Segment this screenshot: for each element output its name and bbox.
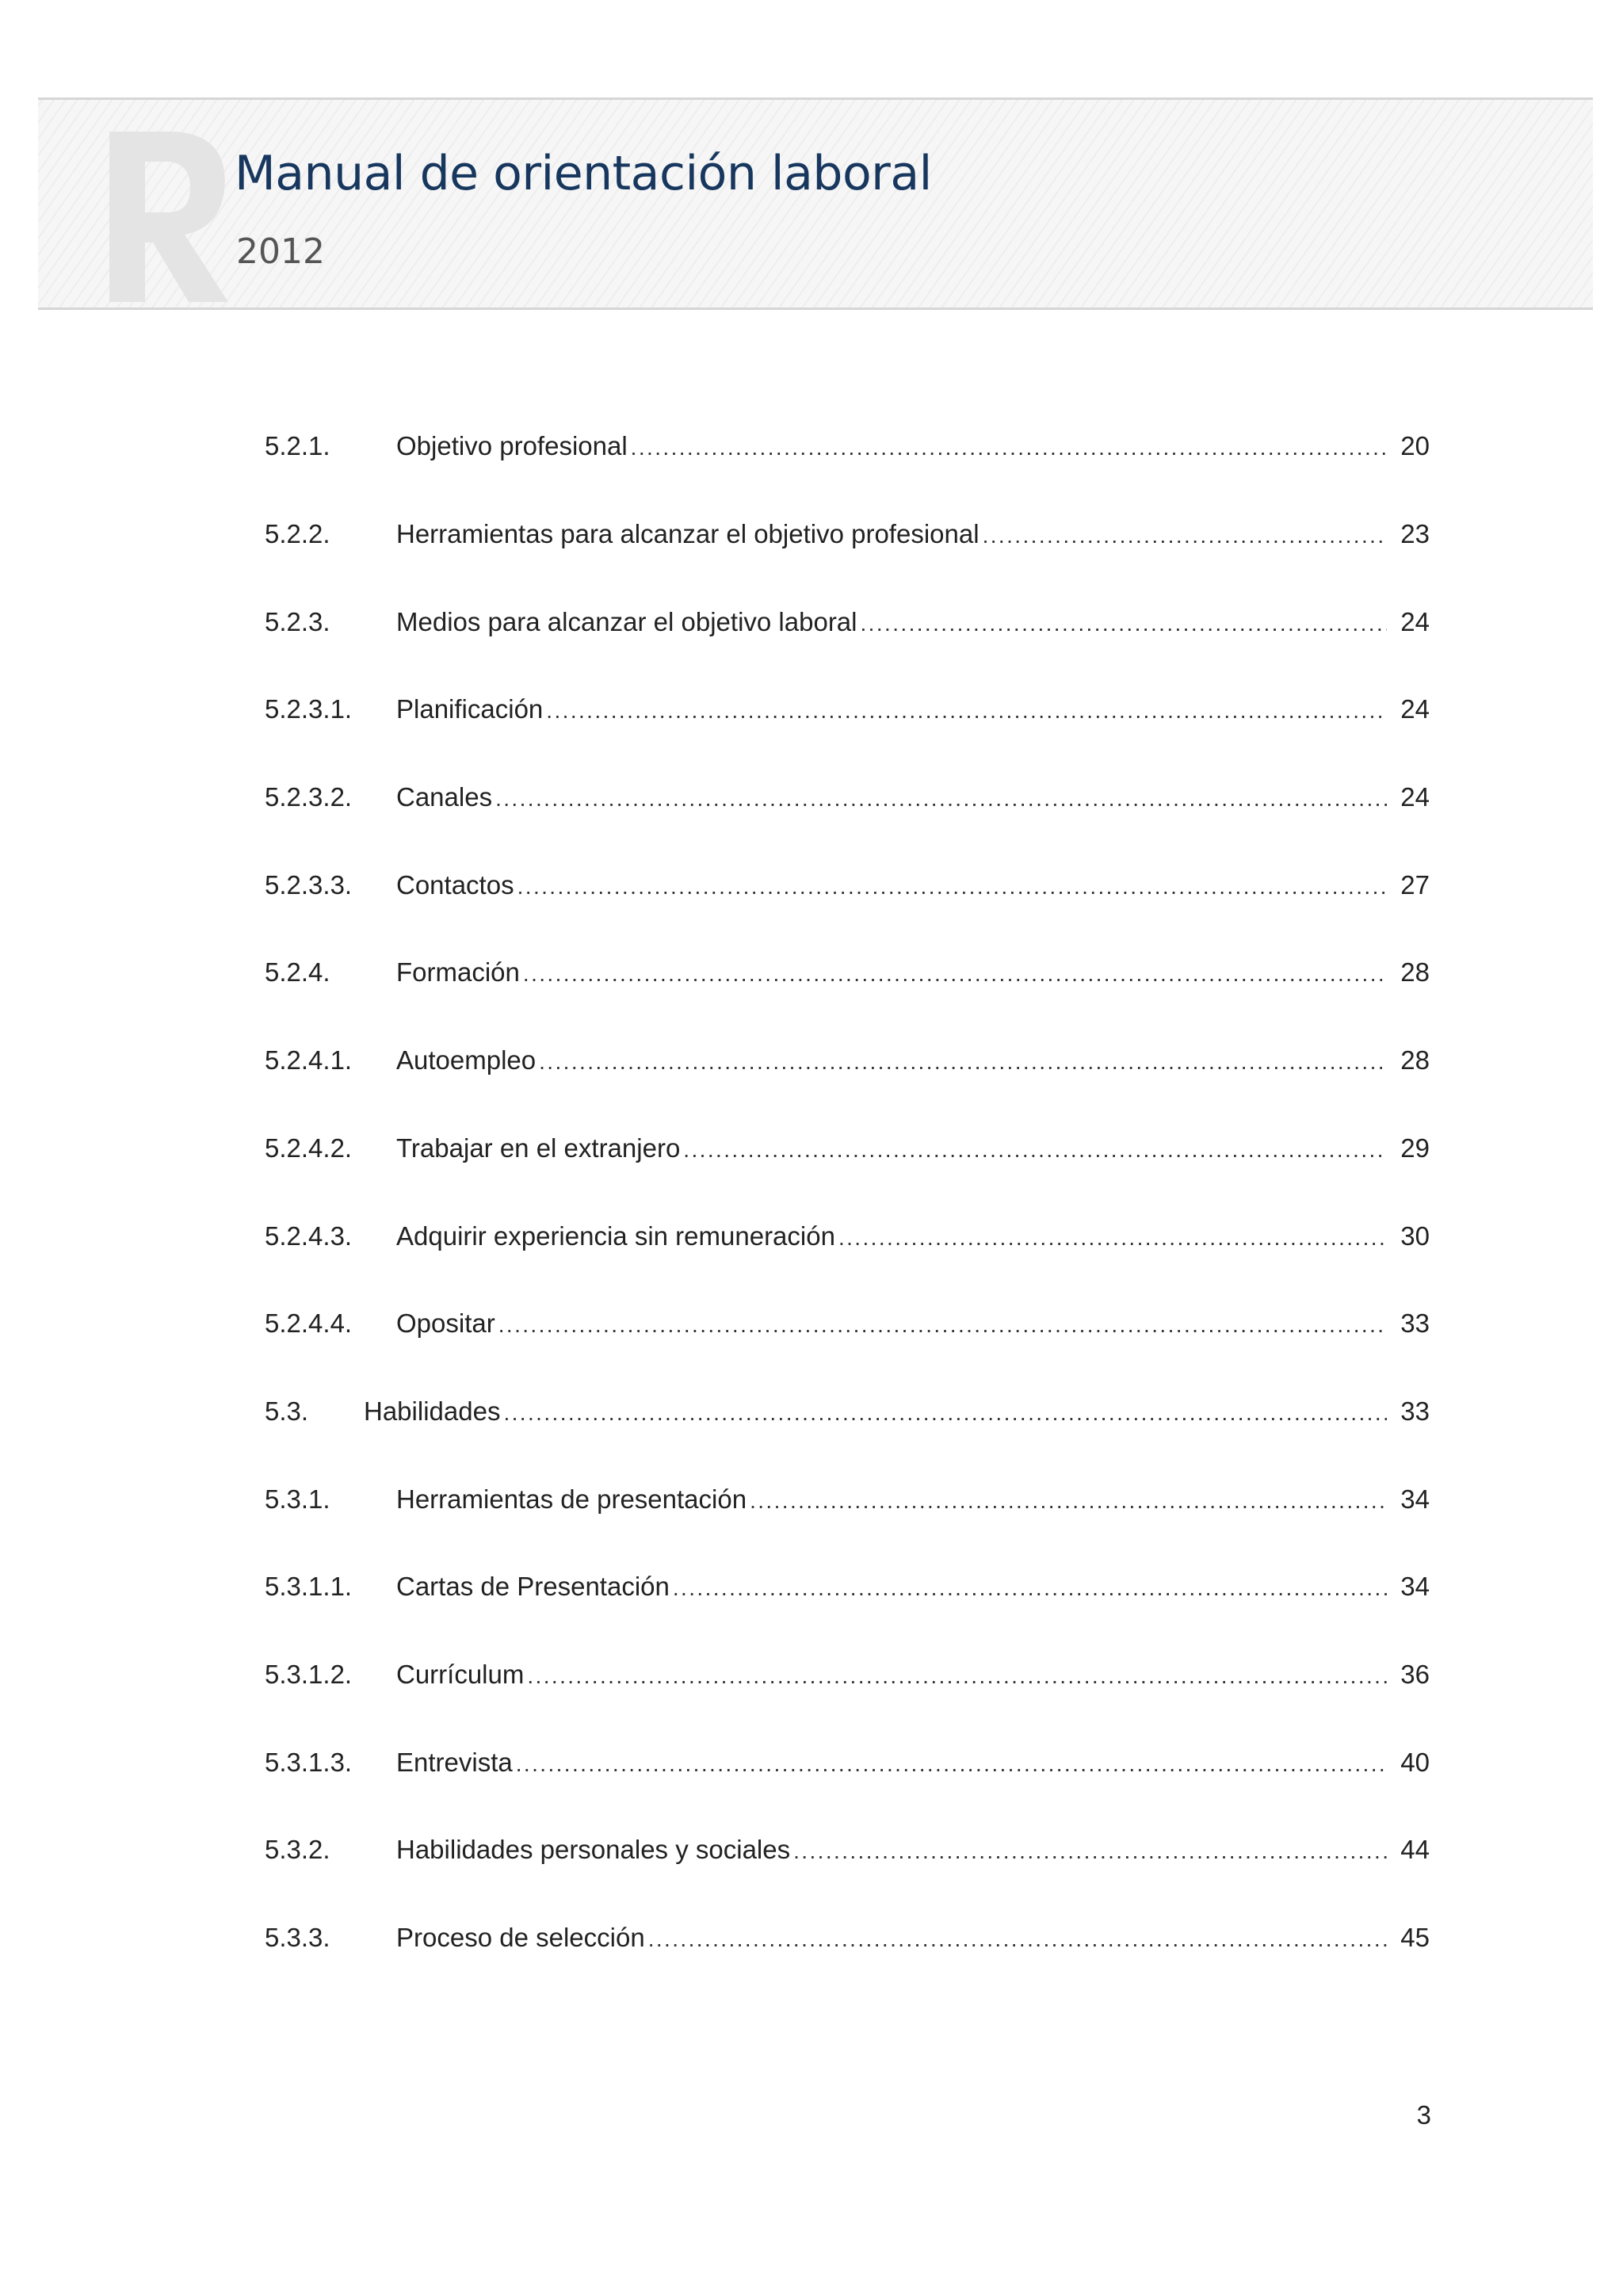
- toc-entry[interactable]: [265, 1806, 1430, 1894]
- toc-dot-leader: [793, 1839, 1387, 1864]
- toc-entry-number: 5.2.4.3.: [265, 1221, 353, 1251]
- toc-dot-leader: [516, 1752, 1387, 1777]
- toc-entry[interactable]: [265, 666, 1430, 754]
- document-header: [38, 97, 1593, 310]
- toc-dot-leader: [983, 523, 1387, 548]
- toc-entry-number: 5.2.2.: [265, 519, 330, 549]
- toc-entry-number: 5.3.2.: [265, 1835, 330, 1865]
- toc-entry-title: Formación: [396, 957, 520, 988]
- toc-entry-title: Contactos: [396, 869, 514, 900]
- toc-entry-page: 45: [1400, 1923, 1430, 1953]
- document-year: 2012: [236, 231, 325, 272]
- toc-entry-title: Habilidades personales y sociales: [396, 1835, 791, 1865]
- toc-dot-leader: [539, 1049, 1387, 1075]
- toc-dot-leader: [546, 698, 1387, 724]
- toc-entry[interactable]: [265, 1192, 1430, 1280]
- toc-entry-page: 30: [1400, 1221, 1430, 1251]
- toc-entry-title: Objetivo profesional: [396, 431, 628, 461]
- toc-entry-title: Herramientas de presentación: [396, 1484, 747, 1514]
- toc-entry-number: 5.2.4.4.: [265, 1308, 353, 1339]
- toc-entry-page: 44: [1400, 1835, 1430, 1865]
- logo-watermark-icon: [94, 116, 236, 306]
- toc-entry[interactable]: [265, 1368, 1430, 1456]
- toc-entry-number: 5.2.3.1.: [265, 694, 353, 724]
- toc-dot-leader: [523, 961, 1387, 987]
- toc-entry-title: Medios para alcanzar el objetivo laboral: [396, 606, 857, 636]
- toc-entry-number: 5.3.1.2.: [265, 1659, 353, 1689]
- toc-entry-page: 40: [1400, 1747, 1430, 1777]
- toc-entry-title: Herramientas para alcanzar el objetivo profesional: [396, 519, 980, 549]
- toc-entry-page: 28: [1400, 957, 1430, 988]
- toc-entry[interactable]: [265, 578, 1430, 666]
- toc-entry-page: 20: [1400, 431, 1430, 461]
- toc-dot-leader: [861, 611, 1388, 636]
- toc-entry-title: Cartas de Presentación: [396, 1572, 670, 1602]
- toc-entry-title: Planificación: [396, 694, 544, 724]
- toc-entry[interactable]: [265, 1543, 1430, 1631]
- toc-entry-number: 5.2.4.1.: [265, 1045, 353, 1075]
- toc-entry[interactable]: [265, 403, 1430, 491]
- toc-entry-number: 5.2.3.2.: [265, 782, 353, 812]
- toc-entry[interactable]: [265, 491, 1430, 579]
- toc-entry-page: 36: [1400, 1659, 1430, 1689]
- toc-entry-page: 34: [1400, 1484, 1430, 1514]
- toc-entry-title: Proceso de selección: [396, 1923, 645, 1953]
- toc-dot-leader: [498, 1312, 1387, 1338]
- toc-entry-title: Currículum: [396, 1659, 525, 1689]
- toc-dot-leader: [750, 1488, 1387, 1514]
- toc-entry-page: 29: [1400, 1133, 1430, 1163]
- toc-entry-page: 28: [1400, 1045, 1430, 1075]
- toc-entry[interactable]: [265, 1718, 1430, 1806]
- page-number: 3: [1416, 2100, 1431, 2130]
- toc-entry-title: Opositar: [396, 1308, 495, 1339]
- toc-entry-number: 5.2.3.: [265, 606, 330, 636]
- toc-entry-number: 5.3.1.3.: [265, 1747, 353, 1777]
- toc-entry-page: 33: [1400, 1308, 1430, 1339]
- toc-entry[interactable]: [265, 1894, 1430, 1982]
- toc-entry-page: 23: [1400, 519, 1430, 549]
- toc-entry-title: Canales: [396, 782, 493, 812]
- toc-entry-number: 5.3.1.: [265, 1484, 330, 1514]
- toc-entry-page: 27: [1400, 869, 1430, 900]
- toc-dot-leader: [631, 435, 1387, 460]
- toc-dot-leader: [673, 1576, 1387, 1601]
- toc-entry[interactable]: [265, 1017, 1430, 1105]
- toc-entry-number: 5.2.4.2.: [265, 1133, 353, 1163]
- toc-dot-leader: [838, 1225, 1387, 1251]
- toc-entry[interactable]: [265, 1280, 1430, 1368]
- toc-entry-page: 24: [1400, 782, 1430, 812]
- toc-entry[interactable]: [265, 841, 1430, 929]
- toc-dot-leader: [495, 786, 1387, 812]
- toc-entry-page: 34: [1400, 1572, 1430, 1602]
- toc-entry-page: 24: [1400, 694, 1430, 724]
- toc-entry-title: Habilidades: [364, 1396, 501, 1426]
- toc-entry-page: 33: [1400, 1396, 1430, 1426]
- toc-entry-page: 24: [1400, 606, 1430, 636]
- document-title: Manual de orientación laboral: [235, 146, 932, 201]
- toc-entry-number: 5.2.3.3.: [265, 869, 353, 900]
- toc-dot-leader: [683, 1137, 1387, 1163]
- toc-entry-title: Trabajar en el extranjero: [396, 1133, 681, 1163]
- toc-dot-leader: [517, 874, 1387, 900]
- toc-entry[interactable]: [265, 754, 1430, 842]
- toc-entry[interactable]: [265, 1455, 1430, 1543]
- toc-dot-leader: [648, 1927, 1387, 1952]
- toc-entry[interactable]: [265, 1631, 1430, 1719]
- toc-entry-number: 5.3.: [265, 1396, 309, 1426]
- toc-entry-title: Autoempleo: [396, 1045, 537, 1075]
- toc-entry-title: Entrevista: [396, 1747, 513, 1777]
- toc-entry-title: Adquirir experiencia sin remuneración: [396, 1221, 835, 1251]
- toc-entry-number: 5.2.4.: [265, 957, 330, 988]
- toc-entry[interactable]: [265, 929, 1430, 1017]
- toc-entry-number: 5.3.3.: [265, 1923, 330, 1953]
- toc-entry-number: 5.2.1.: [265, 431, 330, 461]
- toc-dot-leader: [527, 1664, 1387, 1689]
- toc-dot-leader: [503, 1400, 1387, 1426]
- table-of-contents: [265, 403, 1430, 1981]
- toc-entry[interactable]: [265, 1105, 1430, 1193]
- toc-entry-number: 5.3.1.1.: [265, 1572, 353, 1602]
